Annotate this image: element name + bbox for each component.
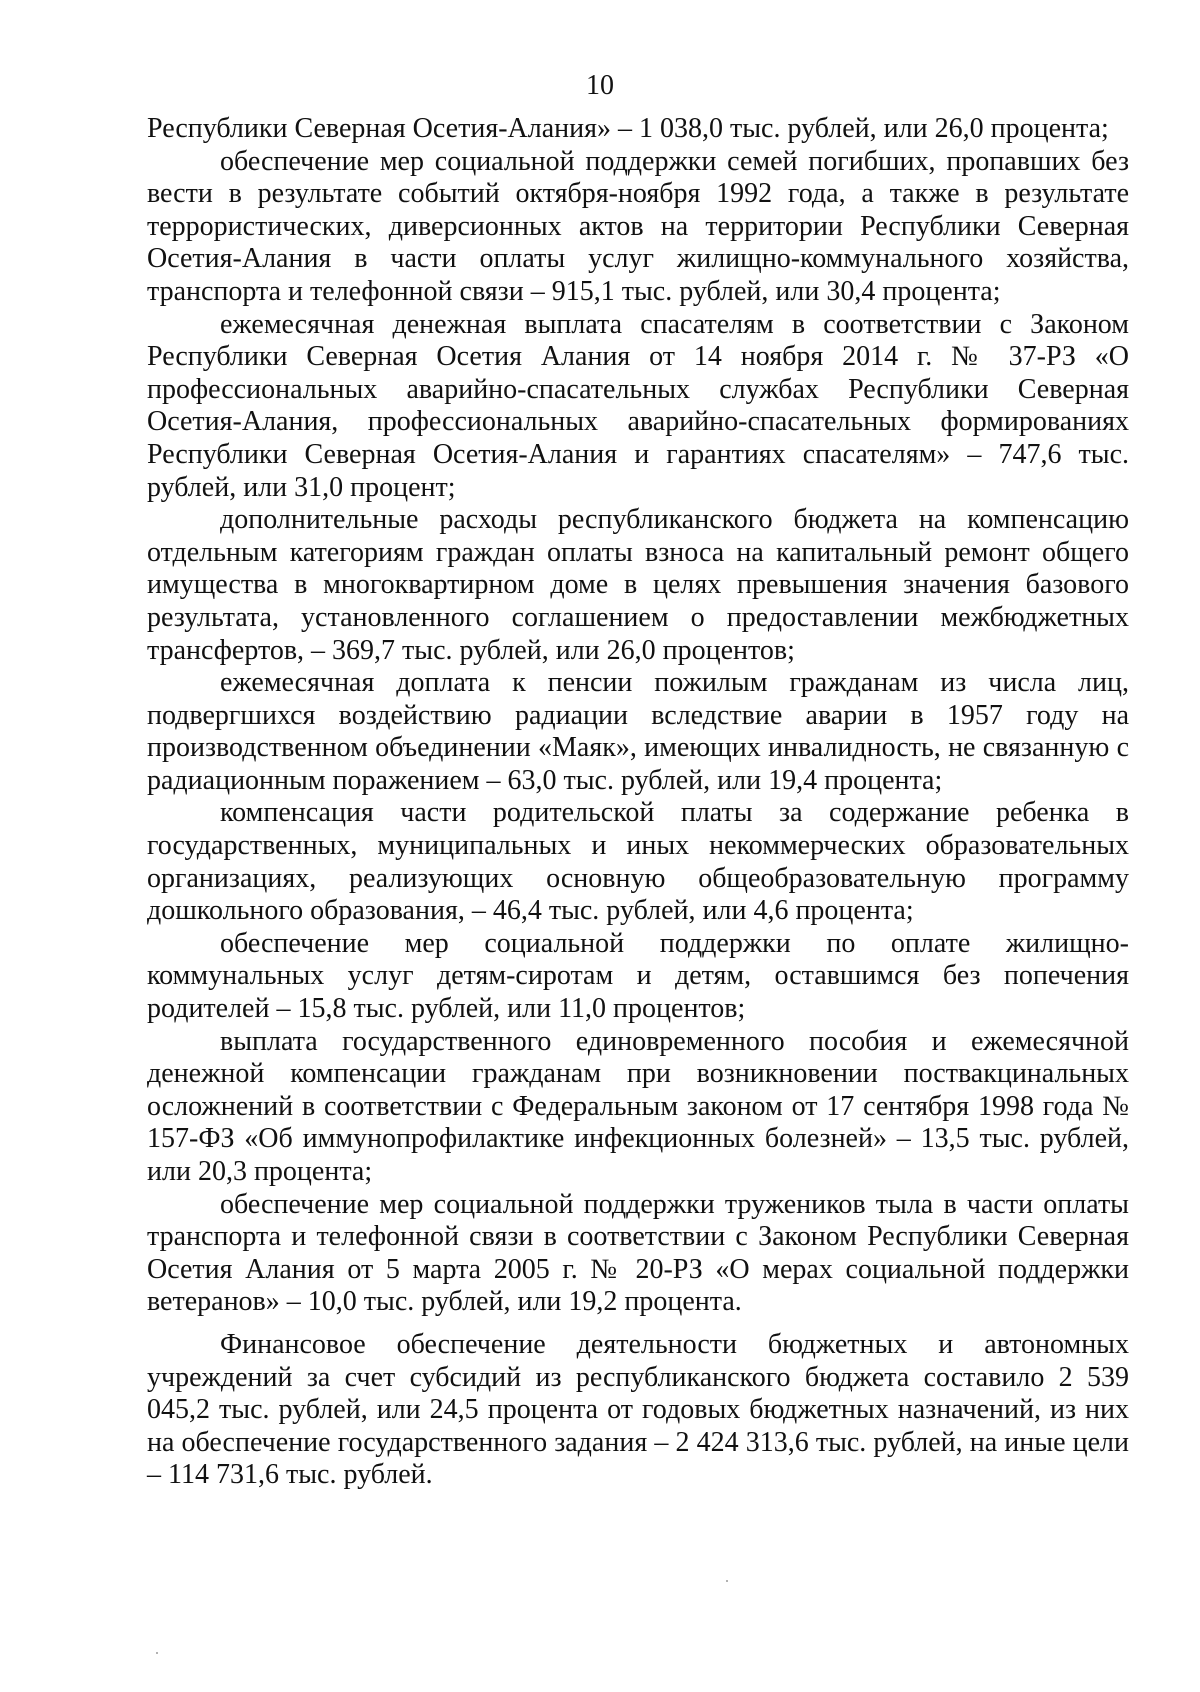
paragraph-orphans-housing: обеспечение мер социальной поддержки по оплате жилищно-коммунальных услуг детям-сиротам и детям, оставшимся без попечения родителей – 15,8 тыс. рублей, или 11,0 процентов; [147,927,1129,1025]
paragraph-capital-repair-compensation: дополнительные расходы республиканского бюджета на компенсацию отдельным категориям граждан оплаты взноса на капитальный ремонт общего имущества в многоквартирном доме в целях превышения значения базового результата, установленного соглашением о предоставлении межбюджетных трансфертов, – 369,7 тыс. рублей, или 26,0 процентов; [147,504,1129,666]
paragraph-continuation: Республики Северная Осетия-Алания» – 1 038,0 тыс. рублей, или 26,0 процента; [147,113,1109,144]
scan-artifact [156,1652,158,1654]
paragraph-home-front-workers: обеспечение мер социальной поддержки тружеников тыла в части оплаты транспорта и телефонной связи в соответствии с Законом Республики Северная Осетия Алания от 5 марта 2005 г. № 20-РЗ «О мерах социальной поддержки ветеранов» – 10,0 тыс. рублей, или 19,2 процента. [147,1188,1129,1318]
paragraph-radiation-pension: ежемесячная доплата к пенсии пожилым гражданам из числа лиц, подвергшихся воздействию радиации вследствие аварии в 1957 году на производственном объединении «Маяк», имеющих инвалидность, не связанную с радиационным поражением – 63,0 тыс. рублей, или 19,4 процента; [147,667,1129,796]
scan-artifact [726,1580,728,1582]
paragraph-families-support: обеспечение мер социальной поддержки семей погибших, пропавших без вести в результате событий октября-ноября 1992 года, а также в результате террористических, диверсионных актов на территории Республики Северная Осетия-Алания в части оплаты услуг жилищно-коммунального хозяйства, транспорта и телефонной связи – 915,1 тыс. рублей, или 30,4 процента; [147,145,1129,307]
paragraph-parental-fee-compensation: компенсация части родительской платы за содержание ребенка в государственных, муниципальных и иных некоммерческих образовательных организациях, реализующих основную общеобразовательную программу дошкольного образования, – 46,4 тыс. рублей, или 4,6 процента; [147,797,1129,927]
page-number: 10 [586,70,614,101]
paragraph-rescuers-payment: ежемесячная денежная выплата спасателям в соответствии с Законом Республики Северная Осетия Алания от 14 ноября 2014 г. № 37-РЗ «О профессиональных аварийно-спасательных службах Республики Северная Осетия-Алания, профессиональных аварийно-спасательных формированиях Республики Северная Осетия-Алания и гарантиях спасателям» – 747,6 тыс. рублей, или 31,0 процент; [147,308,1129,503]
paragraph-budget-institutions: Финансовое обеспечение деятельности бюджетных и автономных учреждений за счет субсидий из республиканского бюджета составило 2 539 045,2 тыс. рублей, или 24,5 процента от годовых бюджетных назначений, из них на обеспечение государственного задания – 2 424 313,6 тыс. рублей, на иные цели – 114 731,6 тыс. рублей. [147,1328,1129,1491]
document-body [147,113,1129,1492]
paragraph-post-vaccination: выплата государственного единовременного пособия и ежемесячной денежной компенсации гражданам при возникновении поствакцинальных осложнений в соответствии с Федеральным законом от 17 сентября 1998 года № 157-ФЗ «Об иммунопрофилактике инфекционных болезней» – 13,5 тыс. рублей, или 20,3 процента; [147,1025,1129,1187]
